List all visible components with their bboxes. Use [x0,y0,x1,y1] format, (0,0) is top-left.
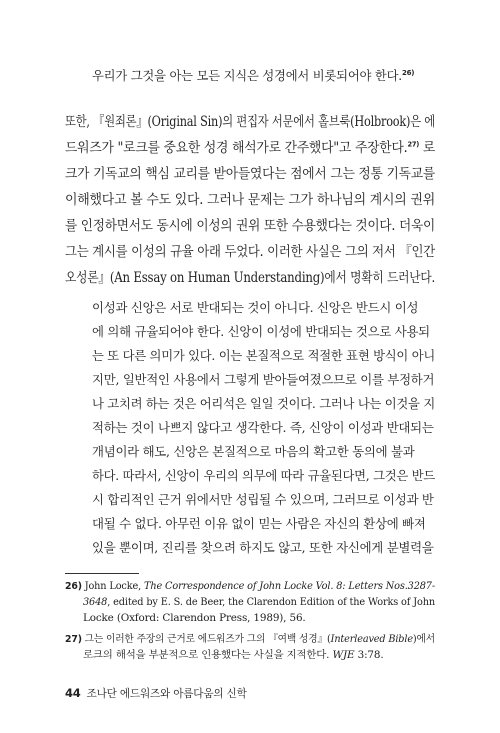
quote-line: 적하는 것이 나쁘지 않다고 생각한다. 즉, 신앙이 이성과 반대되는 [92,420,434,435]
paragraph-line: 오성론』(An Essay on Human Understanding)에서 명확히 드러난다. [65,270,435,286]
footnote-26-line: 26) John Locke, The Correspondence of John Locke Vol. 8: Letters Nos.3287- [65,580,436,592]
page-footer [65,686,247,701]
running-title: 조나단 에드워즈와 아름다움의 신학 [86,688,247,700]
footnote-27-line: 로크의 해석을 부분적으로 인용했다는 사실을 지적한다. WJE 3:78. [83,649,384,661]
footnote-ref[interactable]: 26) [401,68,415,77]
quote-line: 하다. 따라서, 신앙이 우리의 의무에 따라 규율된다면, 그것은 반드 [92,468,436,483]
footnote-26-line: Locke (Oxford: Clarendon Press, 1989), 56. [83,612,306,624]
paragraph-line: 를 인정하면서도 동시에 이성의 권위 또한 수용했다는 것이다. 더욱이 [65,218,435,234]
quote-line: 개념이라 해도, 신앙은 본질적으로 마음의 확고한 동의에 불과 [92,444,415,459]
footnote-divider [65,573,139,574]
footnote-27-line: 27) 그는 이러한 주장의 근거로 에드워즈가 그의 『여백 성경』(Interleaved Bible)에서 [65,633,435,645]
quote-line: 나 고치려 하는 것은 어리석은 일일 것이다. 그러나 나는 이것을 지 [92,396,436,411]
paragraph-line: 그는 계시를 이성의 규율 아래 두었다. 이러한 사실은 그의 저서 『인간 [65,244,436,260]
footnote-number: 26) [65,581,82,592]
footnote-number: 27) [65,634,82,645]
paragraph-line: 또한, 『원죄론』(Original Sin)의 편집자 서문에서 홀브룩(Holbrook)은 에 [65,114,436,130]
quote-line: 는 또 다른 의미가 있다. 이는 본질적으로 적절한 표현 방식이 아니 [92,348,436,363]
quote-line: 이성과 신앙은 서로 반대되는 것이 아니다. 신앙은 반드시 이성 [92,300,419,315]
paragraph-line: 이해했다고 볼 수도 있다. 그러나 문제는 그가 하나님의 계시의 권위 [65,192,435,208]
footnote-ref[interactable]: 27) [407,140,419,149]
quote-line: 있을 뿐이며, 진리를 찾으려 하지도 않고, 또한 자신에게 분별력을 [92,540,434,555]
footnote-26-line: 3648, edited by E. S. de Beer, the Clarendon Edition of the Works of John [83,596,435,608]
quote-line: 대될 수 없다. 아무런 이유 없이 믿는 사람은 자신의 환상에 빠져 [92,516,426,531]
quote-line: 시 합리적인 근거 위에서만 성립될 수 있으며, 그러므로 이성과 반 [92,492,434,507]
paragraph-line: 크가 기독교의 핵심 교리를 받아들였다는 점에서 그는 정통 기독교를 [65,166,435,182]
top-quote-line: 우리가 그것을 아는 모든 지식은 성경에서 비롯되어야 한다.$^{26)}$ [92,68,415,83]
quote-line: 에 의해 규율되어야 한다. 신앙이 이성에 반대되는 것으로 사용되 [92,324,430,339]
page-number: 44 [65,686,81,700]
paragraph-line: 드워즈가 "로크를 중요한 성경 해석가로 간주했다"고 주장한다.$^{27)}$ 로 [65,140,436,156]
quote-line: 지만, 일반적인 사용에서 그렇게 받아들여졌으므로 이를 부정하거 [92,372,435,387]
